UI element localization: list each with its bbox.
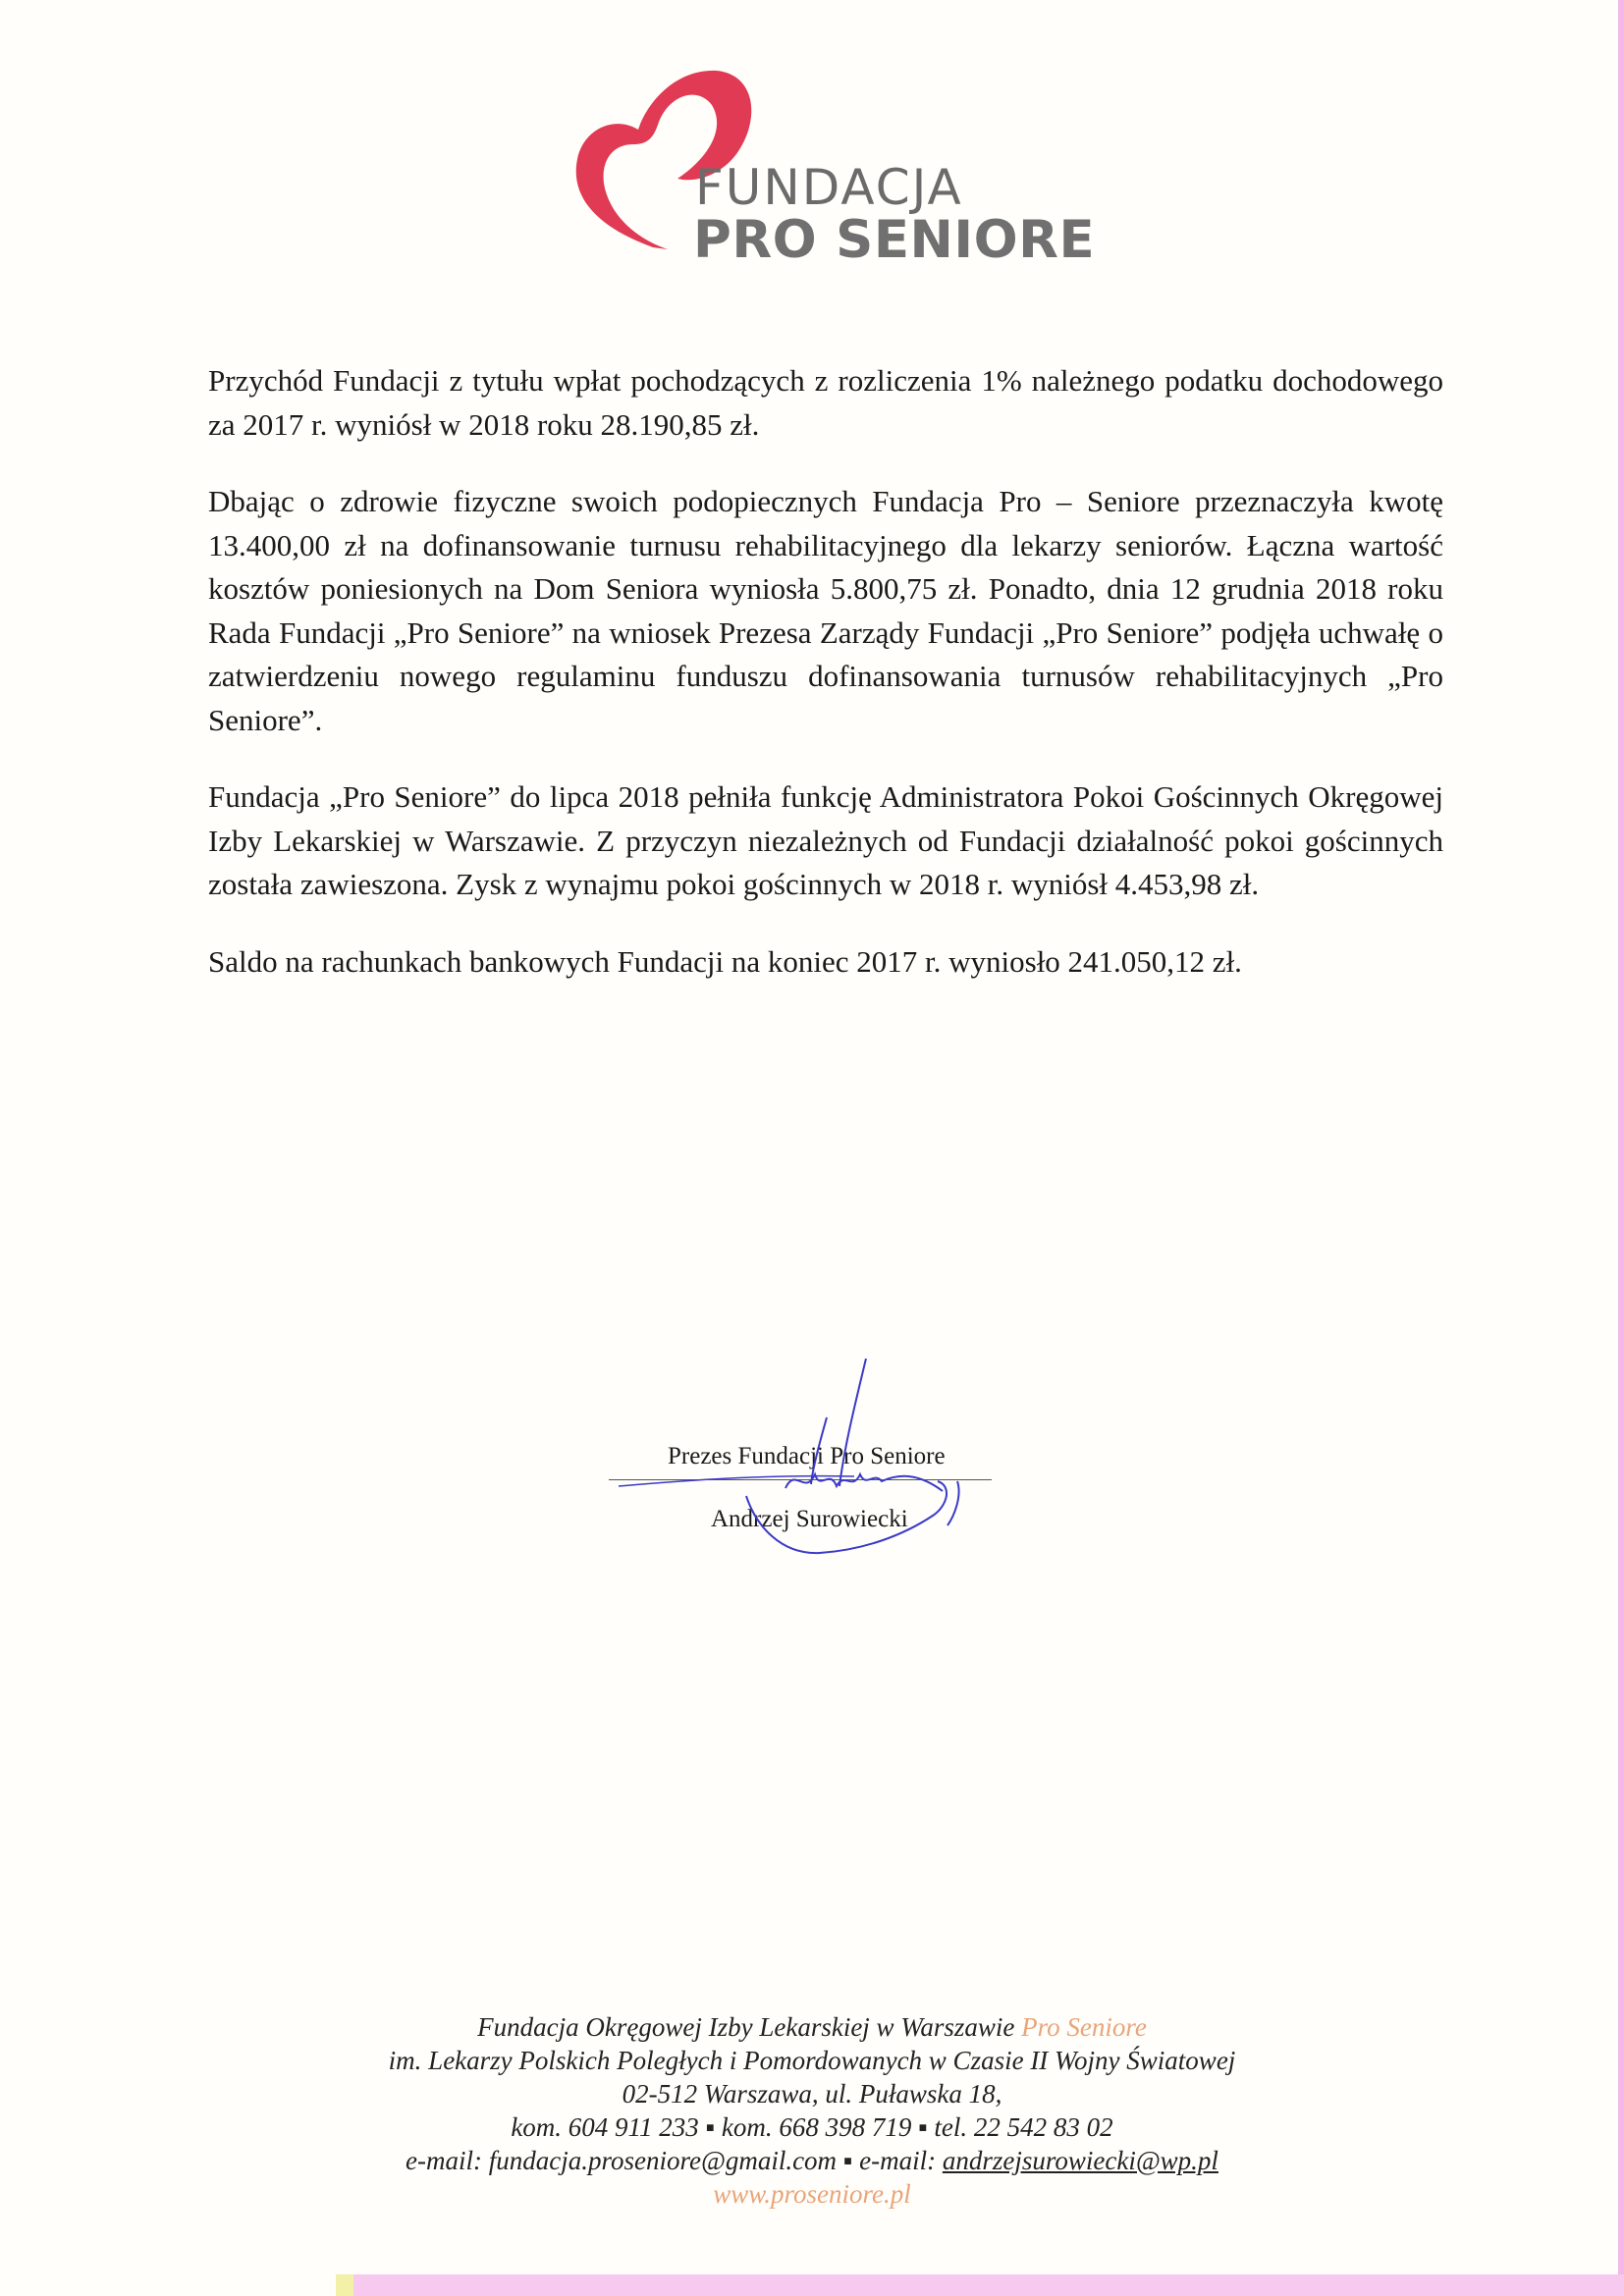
signature-name: Andrzej Surowiecki	[711, 1506, 908, 1532]
document-body	[208, 359, 1443, 1017]
footer-line-1	[0, 2010, 1624, 2044]
scan-edge-right	[1618, 0, 1624, 2296]
footer-org-name: Fundacja Okręgowej Izby Lekarskiej w Warszawie	[477, 2012, 1022, 2042]
logo-line1: FUNDACJA	[695, 159, 963, 216]
signature-title: Prezes Fundacji Pro Seniore	[668, 1443, 946, 1469]
foundation-logo	[560, 61, 1110, 277]
footer-line-2: im. Lekarzy Polskich Poległych i Pomordowanych w Czasie II Wojny Światowej	[388, 2046, 1236, 2075]
paragraph-health: Dbając o zdrowie fizyczne swoich podopiecznych Fundacja Pro – Seniore przeznaczyła kwotę 13.400,00 zł na dofinansowanie turnusu rehabilitacyjnego dla lekarzy seniorów. Łączna wartość kosztów poniesionych na Dom Seniora wyniosła 5.800,75 zł. Ponadto, dnia 12 grudnia 2018 roku Rada Fundacji „Pro Seniore” na wniosek Prezesa Zarządy Fundacji „Pro Seniore” podjęła uchwałę o zatwierdzeniu nowego regulaminu funduszu dofinansowania turnusów rehabilitacyjnych „Pro Seniore”.	[208, 484, 1443, 737]
footer-address: 02-512 Warszawa, ul. Puławska 18,	[622, 2079, 1002, 2109]
handwritten-signature	[609, 1359, 1021, 1575]
logo-line2: PRO SENIORE	[693, 210, 1096, 270]
paragraph-guest-rooms: Fundacja „Pro Seniore” do lipca 2018 pełniła funkcję Administratora Pokoi Gościnnych Okręgowej Izby Lekarskiej w Warszawie. Z przyczyn niezależnych od Fundacji działalność pokoi gościnnych została zawieszona. Zysk z wynajmu pokoi gościnnych w 2018 r. wyniósł 4.453,98 zł.	[208, 779, 1443, 901]
scan-edge-bottom	[353, 2274, 1624, 2296]
footer-phones: kom. 604 911 233 ▪ kom. 668 398 719 ▪ tel. 22 542 83 02	[511, 2112, 1113, 2142]
footer-website[interactable]: www.proseniore.pl	[713, 2179, 911, 2209]
paragraph-income: Przychód Fundacji z tytułu wpłat pochodzących z rozliczenia 1% należnego podatku dochodowego za 2017 r. wyniósł w 2018 roku 28.190,85 zł.	[208, 363, 1443, 442]
footer-email-2[interactable]: andrzejsurowiecki@wp.pl	[942, 2146, 1218, 2175]
signature-block	[609, 1359, 1021, 1575]
footer-org-accent: Pro Seniore	[1021, 2012, 1147, 2042]
footer	[0, 2010, 1624, 2211]
footer-emails	[0, 2144, 1624, 2177]
footer-email-1: e-mail: fundacja.proseniore@gmail.com ▪ e-mail:	[406, 2146, 943, 2175]
paragraph-balance: Saldo na rachunkach bankowych Fundacji na koniec 2017 r. wyniosło 241.050,12 zł.	[208, 943, 1242, 979]
